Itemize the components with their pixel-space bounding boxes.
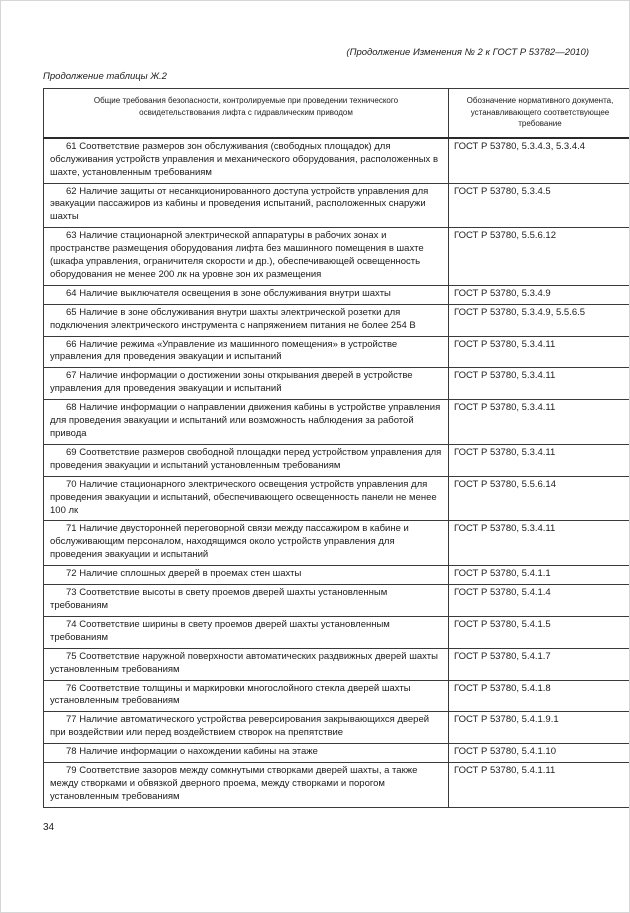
row-doc: ГОСТ Р 53780, 5.4.1.5 <box>454 618 551 630</box>
doc-cell <box>449 566 630 585</box>
row-number: 68 <box>66 402 77 414</box>
doc-cell <box>449 712 630 744</box>
row-doc: ГОСТ Р 53780, 5.3.4.9 <box>454 287 551 299</box>
doc-cell <box>449 680 630 712</box>
requirement-cell <box>44 744 449 763</box>
row-requirement-text: Соответствие высоты в свету проемов дверей шахты установленным требованиям <box>50 587 388 611</box>
row-doc: ГОСТ Р 53780, 5.3.4.11 <box>454 370 556 382</box>
row-doc: ГОСТ Р 53780, 5.3.4.11 <box>454 523 556 535</box>
table-row <box>44 648 630 680</box>
row-number: 75 <box>66 650 77 662</box>
doc-cell <box>449 616 630 648</box>
row-requirement-text: Наличие выключателя освещения в зоне обслуживания внутри шахты <box>79 287 391 299</box>
requirement-cell <box>44 183 449 228</box>
table-row <box>44 183 630 228</box>
row-number: 67 <box>66 370 77 382</box>
row-doc: ГОСТ Р 53780, 5.3.4.9, 5.5.6.5 <box>454 306 586 318</box>
doc-cell <box>449 285 630 304</box>
row-requirement-text: Наличие защиты от несанкционированного доступа устройств управления для эвакуации пассажиров из кабины и проведения испытаний, расположенных снаружи шахты <box>50 185 429 223</box>
requirement-cell <box>44 138 449 183</box>
requirement-cell <box>44 521 449 566</box>
table-row <box>44 228 630 286</box>
table-row <box>44 680 630 712</box>
row-doc: ГОСТ Р 53780, 5.4.1.10 <box>454 746 556 758</box>
row-number: 71 <box>66 523 77 535</box>
requirement-cell <box>44 763 449 808</box>
row-number: 69 <box>66 446 77 458</box>
row-number: 61 <box>66 140 77 152</box>
col2-header: Обозначение нормативного документа, устанавливающего соответствующее требование <box>449 89 630 138</box>
table-header <box>44 89 630 138</box>
row-number: 62 <box>66 185 77 197</box>
row-doc: ГОСТ Р 53780, 5.4.1.1 <box>454 568 551 580</box>
row-requirement-text: Соответствие размеров зон обслуживания (свободных площадок) для обслуживания устройств управления и механического оборудования, расположенных в шахте, установленным требованиям <box>50 140 438 178</box>
table-row <box>44 566 630 585</box>
table-row <box>44 444 630 476</box>
table-row <box>44 368 630 400</box>
row-requirement-text: Наличие в зоне обслуживания внутри шахты электрической розетки для подключения электрического инструмента с напряжением питания не более 254 В <box>50 306 416 331</box>
requirement-cell <box>44 444 449 476</box>
table-row <box>44 616 630 648</box>
row-requirement-text: Соответствие толщины и маркировки многослойного стекла дверей шахты установленным требованиям <box>50 682 411 707</box>
requirement-cell <box>44 368 449 400</box>
doc-cell <box>449 183 630 228</box>
table-row <box>44 304 630 336</box>
row-requirement-text: Соответствие ширины в свету проемов дверей шахты установленным требованиям <box>50 618 390 643</box>
row-requirement-text: Соответствие наружной поверхности автоматических раздвижных дверей шахты установленным требованиям <box>50 650 438 675</box>
row-doc: ГОСТ Р 53780, 5.3.4.3, 5.3.4.4 <box>454 140 586 152</box>
table-row <box>44 138 630 183</box>
table-row <box>44 763 630 808</box>
doc-cell <box>449 521 630 566</box>
requirement-cell <box>44 476 449 521</box>
row-requirement-text: Наличие стационарной электрической аппаратуры в рабочих зонах и пространстве размещения оборудования лифта без машинного помещения в шахте (шкафа управления, ограничителя скорости и др.), обеспечивающей освещенность оборудования не менее 200 лк на уровне зон их размещения <box>50 230 424 280</box>
doc-cell <box>449 763 630 808</box>
row-doc: ГОСТ Р 53780, 5.3.4.11 <box>454 338 556 350</box>
table-row <box>44 476 630 521</box>
row-number: 78 <box>66 746 77 758</box>
row-requirement-text: Наличие информации о нахождении кабины на этаже <box>79 746 318 758</box>
row-number: 79 <box>66 765 77 777</box>
row-number: 63 <box>66 230 77 242</box>
row-requirement-text: Соответствие размеров свободной площадки перед устройством управления для проведения эвакуации и испытаний установленным требованиям <box>50 446 442 471</box>
row-doc: ГОСТ Р 53780, 5.3.4.11 <box>454 402 556 414</box>
requirement-cell <box>44 566 449 585</box>
col1-header: Общие требования безопасности, контролируемые при проведении технического освидетельствования лифта с гидравлическим приводом <box>44 89 449 138</box>
doc-cell <box>449 138 630 183</box>
requirements-table <box>43 88 630 808</box>
doc-cell <box>449 585 630 617</box>
row-requirement-text: Соответствие зазоров между сомкнутыми створками дверей шахты, а также между створками и обвязкой дверного проема, между створками и порогом установленным требованиям <box>50 765 418 802</box>
row-number: 76 <box>66 682 77 694</box>
row-doc: ГОСТ Р 53780, 5.4.1.8 <box>454 682 551 694</box>
table-row <box>44 521 630 566</box>
requirement-cell <box>44 712 449 744</box>
requirement-cell <box>44 228 449 286</box>
page-content <box>1 1 629 833</box>
row-requirement-text: Наличие сплошных дверей в проемах стен шахты <box>79 568 302 580</box>
row-number: 70 <box>66 478 77 490</box>
doc-cell <box>449 228 630 286</box>
row-doc: ГОСТ Р 53780, 5.3.4.11 <box>454 446 556 458</box>
requirement-cell <box>44 680 449 712</box>
table-caption: Продолжение таблицы Ж.2 <box>43 71 167 82</box>
continuation-note: (Продолжение Изменения № 2 к ГОСТ Р 53782—2010) <box>346 47 589 58</box>
requirement-cell <box>44 400 449 445</box>
page-number: 34 <box>43 821 55 833</box>
doc-cell <box>449 744 630 763</box>
doc-cell <box>449 336 630 368</box>
row-doc: ГОСТ Р 53780, 5.3.4.5 <box>454 185 551 197</box>
row-requirement-text: Наличие стационарного электрического освещения устройств управления для проведения эвакуации и испытаний, обеспечивающего освещенность панели не менее 100 лк <box>50 478 437 516</box>
row-doc: ГОСТ Р 53780, 5.4.1.4 <box>454 587 551 599</box>
table-row <box>44 712 630 744</box>
row-number: 73 <box>66 587 77 599</box>
table-row <box>44 285 630 304</box>
row-doc: ГОСТ Р 53780, 5.5.6.12 <box>454 230 556 242</box>
row-requirement-text: Наличие двусторонней переговорной связи между пассажиром в кабине и обслуживающим персоналом, находящимся около устройств управления для проведения эвакуации и испытаний <box>50 523 409 561</box>
doc-cell <box>449 368 630 400</box>
row-requirement-text: Наличие информации о достижении зоны открывания дверей в устройстве управления для проведения эвакуации и испытаний <box>50 370 413 395</box>
requirement-cell <box>44 336 449 368</box>
row-number: 66 <box>66 338 77 350</box>
doc-cell <box>449 476 630 521</box>
row-number: 64 <box>66 287 77 299</box>
row-number: 77 <box>66 714 77 726</box>
requirement-cell <box>44 648 449 680</box>
table-body <box>44 138 630 807</box>
table-row <box>44 585 630 617</box>
row-doc: ГОСТ Р 53780, 5.4.1.11 <box>454 765 556 777</box>
row-number: 65 <box>66 306 77 318</box>
table-row <box>44 744 630 763</box>
doc-cell <box>449 648 630 680</box>
row-doc: ГОСТ Р 53780, 5.4.1.9.1 <box>454 714 559 726</box>
requirement-cell <box>44 585 449 617</box>
requirement-cell <box>44 285 449 304</box>
row-requirement-text: Наличие режима «Управление из машинного помещения» в устройстве управления для проведения эвакуации и испытаний <box>50 338 398 363</box>
row-number: 74 <box>66 618 77 630</box>
table-row <box>44 400 630 445</box>
row-doc: ГОСТ Р 53780, 5.5.6.14 <box>454 478 556 490</box>
row-number: 72 <box>66 568 77 580</box>
row-doc: ГОСТ Р 53780, 5.4.1.7 <box>454 650 551 662</box>
table-row <box>44 336 630 368</box>
row-requirement-text: Наличие автоматического устройства реверсирования закрывающихся дверей при воздействии или перед воздействием створок на препятствие <box>50 714 430 739</box>
requirement-cell <box>44 616 449 648</box>
row-requirement-text: Наличие информации о направлении движения кабины в устройстве управления для проведения эвакуации и испытаний или возможность наблюдения за работой привода <box>50 402 441 439</box>
doc-cell <box>449 400 630 445</box>
doc-cell <box>449 304 630 336</box>
requirement-cell <box>44 304 449 336</box>
doc-cell <box>449 444 630 476</box>
